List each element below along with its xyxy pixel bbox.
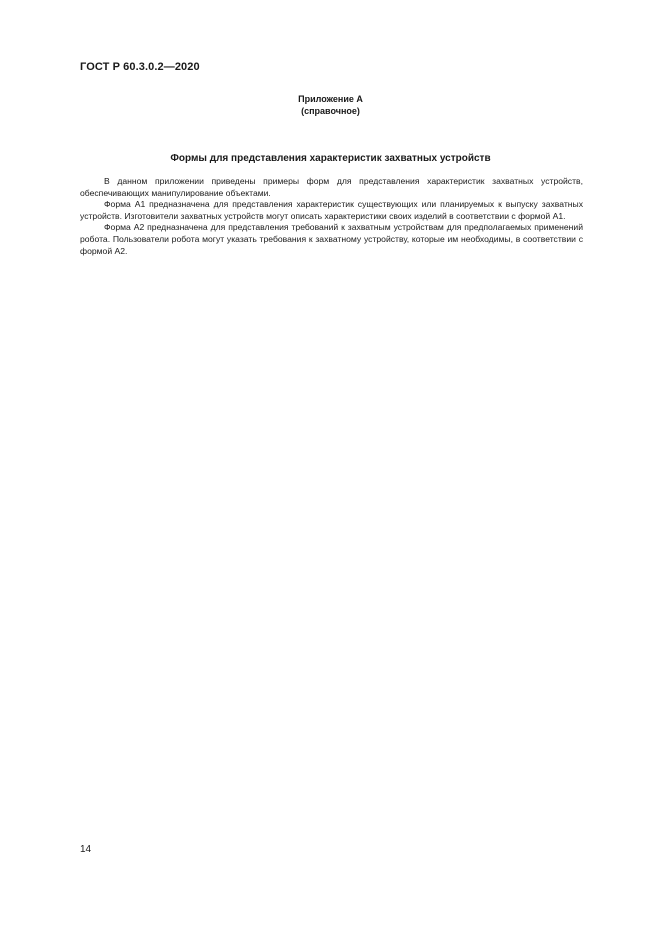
paragraph: Форма А1 предназначена для представления характеристик существующих или планируемых к выпуску захватных устройств. Изготовители захватных устройств могут описать характеристики своих изделий в соответствии с формой А1. [80,199,583,221]
body-text [80,176,583,257]
paragraph: Форма А2 предназначена для представления требований к захватным устройствам для предполагаемых применений робота. Пользователи робота могут указать требования к захватному устройству, которые им необходимы, в соответствии с формой А2. [80,222,583,256]
appendix-title: Приложение А [298,94,363,104]
section-title: Формы для представления характеристик захватных устройств [170,153,491,164]
appendix-type: (справочное) [301,106,360,116]
appendix-heading [0,93,661,117]
page-number: 14 [80,844,92,855]
document-id: ГОСТ Р 60.3.0.2—2020 [80,61,200,73]
paragraph: В данном приложении приведены примеры форм для представления характеристик захватных устройств, обеспечивающих манипулирование объектами. [80,176,583,198]
